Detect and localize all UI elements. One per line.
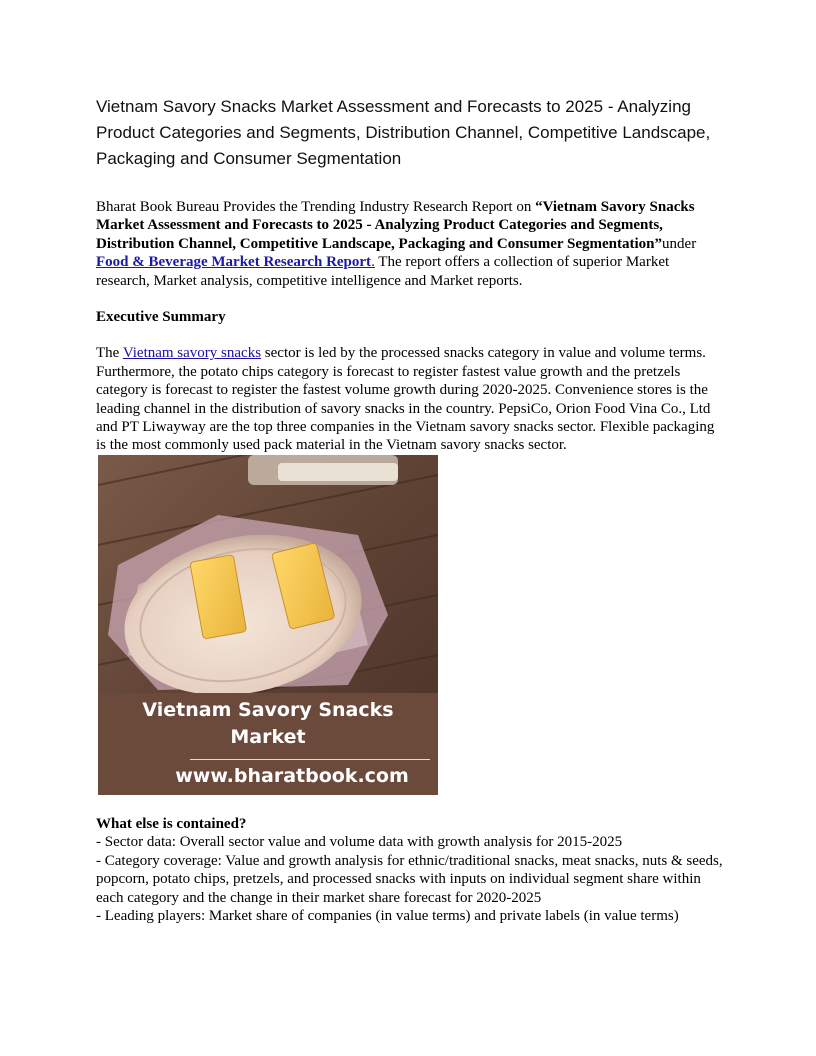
image-caption-title: Vietnam Savory Snacks Market [142,698,394,748]
intro-paragraph [96,198,724,290]
list-item: - Leading players: Market share of companies (in value terms) and private labels (in value terms) [96,907,679,924]
food-beverage-report-link[interactable]: Food & Beverage Market Research Report [96,254,372,271]
caption-divider [190,759,430,760]
executive-summary-heading: Executive Summary [96,309,226,326]
document-page [96,94,724,925]
intro-under: under [662,235,697,252]
link-period[interactable]: . [371,254,375,271]
intro-report-name: “Vietnam Savory Snacks Market Assessment and Forecasts to 2025 - Analyzing Product Categories and Segments, Distribution Channel, Competitive Landscape, Packaging and Consumer Segmentation” [96,199,695,252]
document-title: Vietnam Savory Snacks Market Assessment and Forecasts to 2025 - Analyzing Product Categories and Segments, Distribution Channel, Competitive Landscape, Packaging and Consumer Segmentation [96,97,711,168]
intro-lead: Bharat Book Bureau Provides the Trending Industry Research Report on [96,199,536,215]
contained-list [96,833,724,925]
intro-tail: The report offers a collection of superior Market research, Market analysis, competitive intelligence and Market reports. [96,254,670,289]
list-item: - Sector data: Overall sector value and volume data with growth analysis for 2015-2025 [96,834,623,851]
image-caption-url: www.bharatbook.com [175,764,409,787]
summary-lead: The [96,345,123,362]
list-item: - Category coverage: Value and growth analysis for ethnic/traditional snacks, meat snacks, nuts & seeds, popcorn, potato chips, pretzels, and processed snacks with inputs on individual segment share within each category and the change in their market share forecast for 2020-2025 [96,852,723,906]
what-else-contained-heading: What else is contained? [96,815,247,832]
promo-image [98,455,438,795]
summary-body: sector is led by the processed snacks category in value and volume terms. Furthermore, the potato chips category is forecast to register fastest value growth and the pretzels category is forecast to register the fastest volume growth during 2020-2025. Convenience stores is the leading channel in the distribution of savory snacks in the country. PepsiCo, Orion Food Vina Co., Ltd and PT Liwayway are the top three companies in the Vietnam savory snacks sector. Flexible packaging is the most commonly used pack material in the Vietnam savory snacks sector. [96,345,715,454]
image-caption-band [98,693,438,795]
executive-summary-paragraph [96,344,724,454]
vietnam-savory-snacks-link[interactable]: Vietnam savory snacks [122,345,262,362]
